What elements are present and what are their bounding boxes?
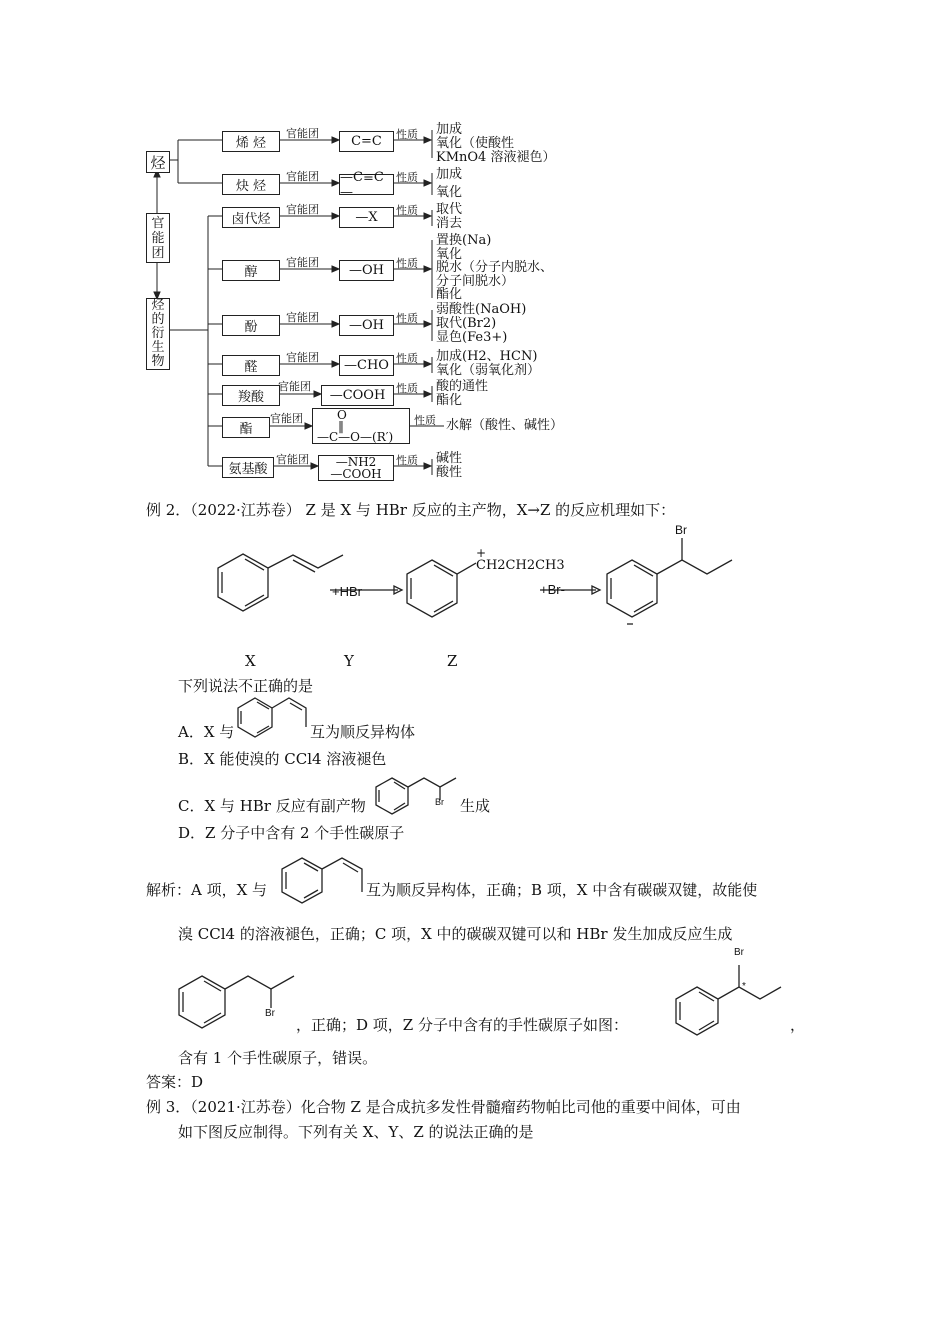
aldehyde-group-box: —CHO: [339, 355, 394, 376]
example3-line2: 如下图反应制得。下列有关 X、Y、Z 的说法正确的是: [178, 1123, 534, 1141]
acid-box: 羧酸: [222, 385, 280, 406]
label-x: X: [245, 652, 256, 670]
label-y: Y: [344, 652, 354, 670]
option-a-post: 互为顺反异构体: [310, 723, 416, 741]
alkene-props: 加成 氧化（使酸性 KMnO4 溶液褪色）: [436, 122, 556, 165]
fg-label: 官能团: [286, 171, 319, 183]
fg-label: 官能团: [270, 413, 303, 425]
reagent-br-minus: +Br-: [540, 582, 565, 597]
fg-label: 官能团: [278, 381, 311, 393]
option-c-post: 生成: [460, 797, 491, 815]
alcohol-box: 醇: [222, 260, 280, 281]
functional-group-box: 官 能 团: [146, 213, 170, 263]
acid-props: 酸的通性 酯化: [436, 379, 489, 408]
chiral-star: *: [742, 981, 746, 992]
amino-props: 碱性 酸性: [436, 451, 463, 480]
prop-label: 性质: [396, 383, 418, 395]
hydrocarbon-box: 烃: [146, 151, 170, 173]
cation-plus: +: [476, 546, 487, 560]
prop-label: 性质: [396, 455, 418, 467]
answer: 答案：D: [146, 1073, 204, 1091]
alcohol-group-box: —OH: [339, 260, 394, 281]
alkyne-box: 炔 烃: [222, 174, 280, 195]
prop-label: 性质: [396, 313, 418, 325]
prop-label: 性质: [396, 353, 418, 365]
haloalkane-box: 卤代烃: [222, 207, 280, 228]
fg-label: 官能团: [286, 257, 319, 269]
fg-label: 官能团: [276, 454, 309, 466]
prop-label: 性质: [396, 205, 418, 217]
label-z: Z: [447, 652, 458, 670]
analysis-line1-post: 互为顺反异构体，正确；B 项，X 中含有碳碳双键，故能使: [366, 881, 758, 899]
derivative-box: 烃 的 衍 生 物: [146, 298, 170, 370]
phenol-props: 弱酸性(NaOH) 取代(Br2) 显色(Fe3+): [436, 302, 527, 345]
example2-title: 例 2．（2022·江苏卷） Z 是 X 与 HBr 反应的主产物，X→Z 的反应机理如下：: [146, 501, 676, 519]
phenol-group-box: —OH: [339, 315, 394, 336]
option-c-pre: C．X 与 HBr 反应有副产物: [178, 797, 366, 815]
alkyne-props: 加成 氧化: [436, 167, 463, 200]
halide-props: 取代 消去: [436, 202, 463, 231]
phenol-box: 酚: [222, 315, 280, 336]
amino-acid-box: 氨基酸: [222, 457, 274, 478]
prop-label: 性质: [414, 415, 436, 427]
alcohol-props: 置换(Na) 氧化 脱水（分子内脱水、 分子间脱水） 酯化: [436, 233, 554, 302]
analysis-br-2: Br: [734, 947, 744, 958]
analysis-line1-pre: 解析：A 项，X 与: [146, 881, 268, 899]
analysis-line2: 溴 CCl4 的溶液褪色，正确；C 项，X 中的碳碳双键可以和 HBr 发生加成反应生成: [178, 925, 733, 943]
analysis-br-1: Br: [265, 1008, 275, 1019]
ester-group-box: O ‖ —C—O—(R′): [312, 408, 410, 444]
acid-group-box: —COOH: [321, 385, 394, 406]
fg-label: 官能团: [286, 352, 319, 364]
fg-label: 官能团: [286, 128, 319, 140]
prop-label: 性质: [396, 172, 418, 184]
reagent-hbr: +HBr: [332, 584, 362, 599]
alkyne-group-box: —C≡C—: [339, 174, 394, 195]
z-br-label: Br: [675, 523, 687, 537]
alkene-group-box: C=C: [339, 131, 394, 152]
ester-box: 酯: [222, 417, 270, 438]
example3-line1: 例 3．（2021·江苏卷）化合物 Z 是合成抗多发性骨髓瘤药物帕比司他的重要中间体，可由: [146, 1098, 741, 1116]
prop-label: 性质: [396, 258, 418, 270]
fg-label: 官能团: [286, 204, 319, 216]
analysis-line3: ，正确；D 项，Z 分子中含有的手性碳原子如图：: [296, 1016, 628, 1034]
fg-label: 官能团: [286, 312, 319, 324]
option-c-br: Br: [435, 797, 444, 807]
option-d: D．Z 分子中含有 2 个手性碳原子: [178, 824, 405, 842]
alkene-box: 烯 烃: [222, 131, 280, 152]
analysis-line3-end: ，: [790, 1016, 806, 1034]
aldehyde-box: 醛: [222, 355, 280, 376]
aldehyde-props: 加成(H2、HCN) 氧化（弱氧化剂）: [436, 349, 541, 378]
cation-chain: CH2CH2CH3: [476, 558, 565, 573]
option-a-pre: A．X 与: [178, 723, 235, 741]
prop-label: 性质: [396, 129, 418, 141]
amino-group-box: —NH2 —COOH: [318, 455, 394, 481]
halide-group-box: —X: [339, 207, 394, 228]
question: 下列说法不正确的是: [178, 677, 314, 695]
ester-props: 水解（酸性、碱性）: [446, 418, 564, 433]
analysis-line4: 含有 1 个手性碳原子，错误。: [178, 1049, 378, 1067]
option-b: B．X 能使溴的 CCl4 溶液褪色: [178, 750, 387, 768]
